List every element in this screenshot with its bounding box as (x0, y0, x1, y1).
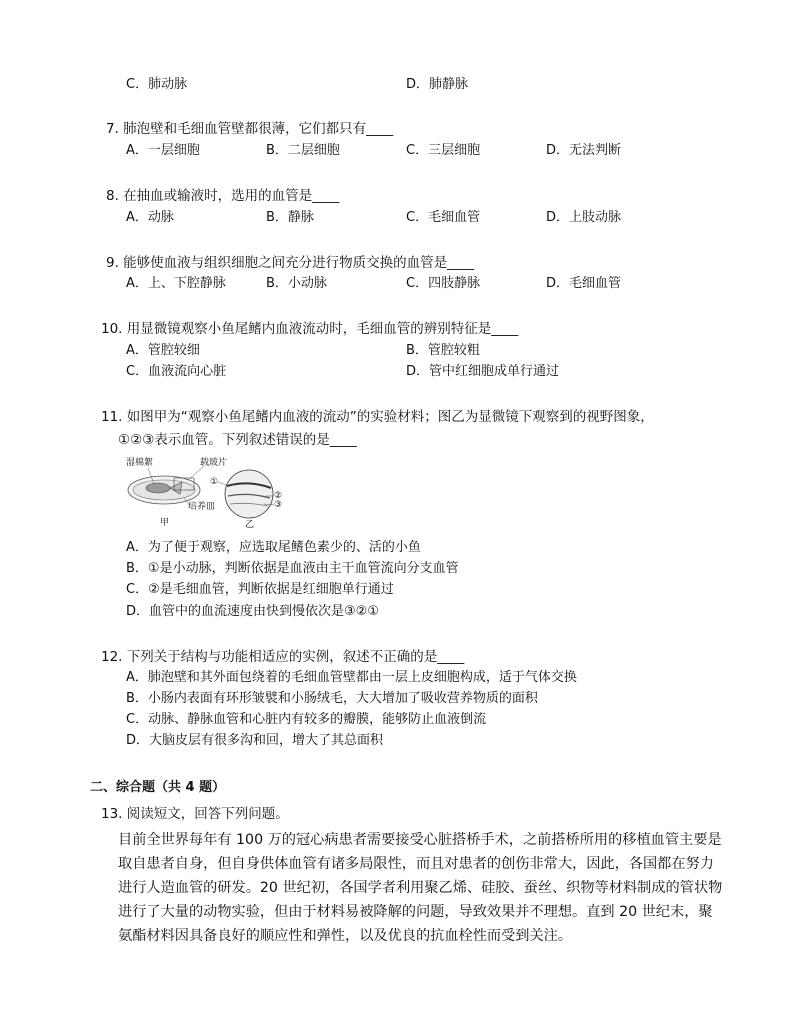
q11-marker-1: ① (210, 477, 219, 487)
q11-label-dish: 培养皿 (188, 502, 216, 512)
q9-option-a: A．上、下腔静脉 (126, 276, 226, 291)
q13-paragraph (118, 828, 723, 948)
q9-option-c: C．四肢静脉 (406, 276, 481, 291)
q11-label-wet-cotton: 湿棉絮 (126, 458, 154, 468)
q7-option-a: A．一层细胞 (126, 143, 200, 158)
q10-stem: 10. 用显微镜观察小鱼尾鳍内血液流动时，毛细血管的辨别特征是____ (101, 321, 519, 337)
q8-stem: 8. 在抽血或输液时，选用的血管是____ (106, 188, 340, 204)
q12-option-a: A．肺泡壁和其外面包绕着的毛细血管壁都由一层上皮细胞构成，适于气体交换 (126, 670, 577, 685)
q9-stem: 9. 能够使血液与组织细胞之间充分进行物质交换的血管是____ (106, 255, 475, 271)
q8-option-b: B．静脉 (266, 210, 314, 225)
q10-option-a: A．管腔较细 (126, 343, 200, 358)
q11-option-c: C．②是毛细血管，判断依据是红细胞单行通过 (126, 582, 394, 597)
q7-option-d: D．无法判断 (546, 143, 622, 158)
q12-option-d: D．大脑皮层有很多沟和回，增大了其总面积 (126, 733, 384, 748)
q13-stem: 13. 阅读短文，回答下列问题。 (101, 806, 289, 822)
q13-paragraph-line-1: 目前全世界每年有 100 万的冠心病患者需要接受心脏搭桥手术，之前搭桥所用的移植血管主要是 (118, 832, 722, 848)
q7-stem: 7. 肺泡壁和毛细血管壁都很薄，它们都只有____ (106, 121, 394, 137)
q12-stem: 12. 下列关于结构与功能相适应的实例，叙述不正确的是____ (101, 649, 465, 665)
q9-option-d: D．毛细血管 (546, 276, 622, 291)
q6-option-c: C．肺动脉 (126, 77, 188, 92)
q12-option-c: C．动脉、静脉血管和心脏内有较多的瓣膜，能够防止血液倒流 (126, 712, 487, 727)
q8-option-a: A．动脉 (126, 210, 174, 225)
q8-option-d: D．上肢动脉 (546, 210, 622, 225)
q11-option-a: A．为了便于观察，应选取尾鳍色素少的、活的小鱼 (126, 540, 421, 555)
q11-option-d: D．血管中的血流速度由快到慢依次是③②① (126, 604, 379, 619)
q13-paragraph-line-5: 氨酯材料因具备良好的顺应性和弹性，以及优良的抗血栓性而受到关注。 (118, 928, 573, 944)
q11-label-jia: 甲 (160, 518, 170, 528)
q11-option-b: B．①是小动脉，判断依据是血液由主干血管流向分支血管 (126, 561, 459, 576)
q13-paragraph-line-4: 进行了大量的动物实验，但由于材料易被降解的问题，导致效果并不理想。直到 20 世纪末，聚 (118, 904, 713, 920)
q11-stem-line1: 11. 如图甲为“观察小鱼尾鳍内血液的流动”的实验材料；图乙为显微镜下观察到的视野图象， (101, 409, 654, 425)
q13-paragraph-line-2: 取自患者自身，但自身供体血管有诸多局限性，而且对患者的创伤非常大，因此，各国都在努力 (118, 856, 714, 872)
q10-option-d: D．管中红细胞成单行通过 (406, 364, 560, 379)
q11-marker-2: ② (274, 491, 283, 501)
q12-option-b: B．小肠内表面有环形皱襞和小肠绒毛，大大增加了吸收营养物质的面积 (126, 691, 538, 706)
section-title: 二、综合题（共 4 题） (90, 780, 226, 795)
q8-option-c: C．毛细血管 (406, 210, 481, 225)
q9-option-b: B．小动脉 (266, 276, 327, 291)
q10-option-b: B．管腔较粗 (406, 343, 480, 358)
q11-stem-line2: ①②③表示血管。下列叙述错误的是____ (118, 432, 357, 448)
q7-option-b: B．二层细胞 (266, 143, 340, 158)
q11-figure (124, 458, 284, 530)
q11-marker-3: ③ (274, 500, 283, 510)
q11-label-yi: 乙 (245, 520, 255, 530)
q11-label-slide: 载玻片 (200, 458, 228, 468)
q11-figure-drawing (124, 458, 284, 530)
q13-paragraph-line-3: 进行人造血管的研发。20 世纪初，各国学者利用聚乙烯、硅胶、蚕丝、织物等材料制成的管状物 (118, 880, 723, 896)
q6-option-d: D．肺静脉 (406, 77, 469, 92)
q10-option-c: C．血液流向心脏 (126, 364, 227, 379)
q7-option-c: C．三层细胞 (406, 143, 481, 158)
